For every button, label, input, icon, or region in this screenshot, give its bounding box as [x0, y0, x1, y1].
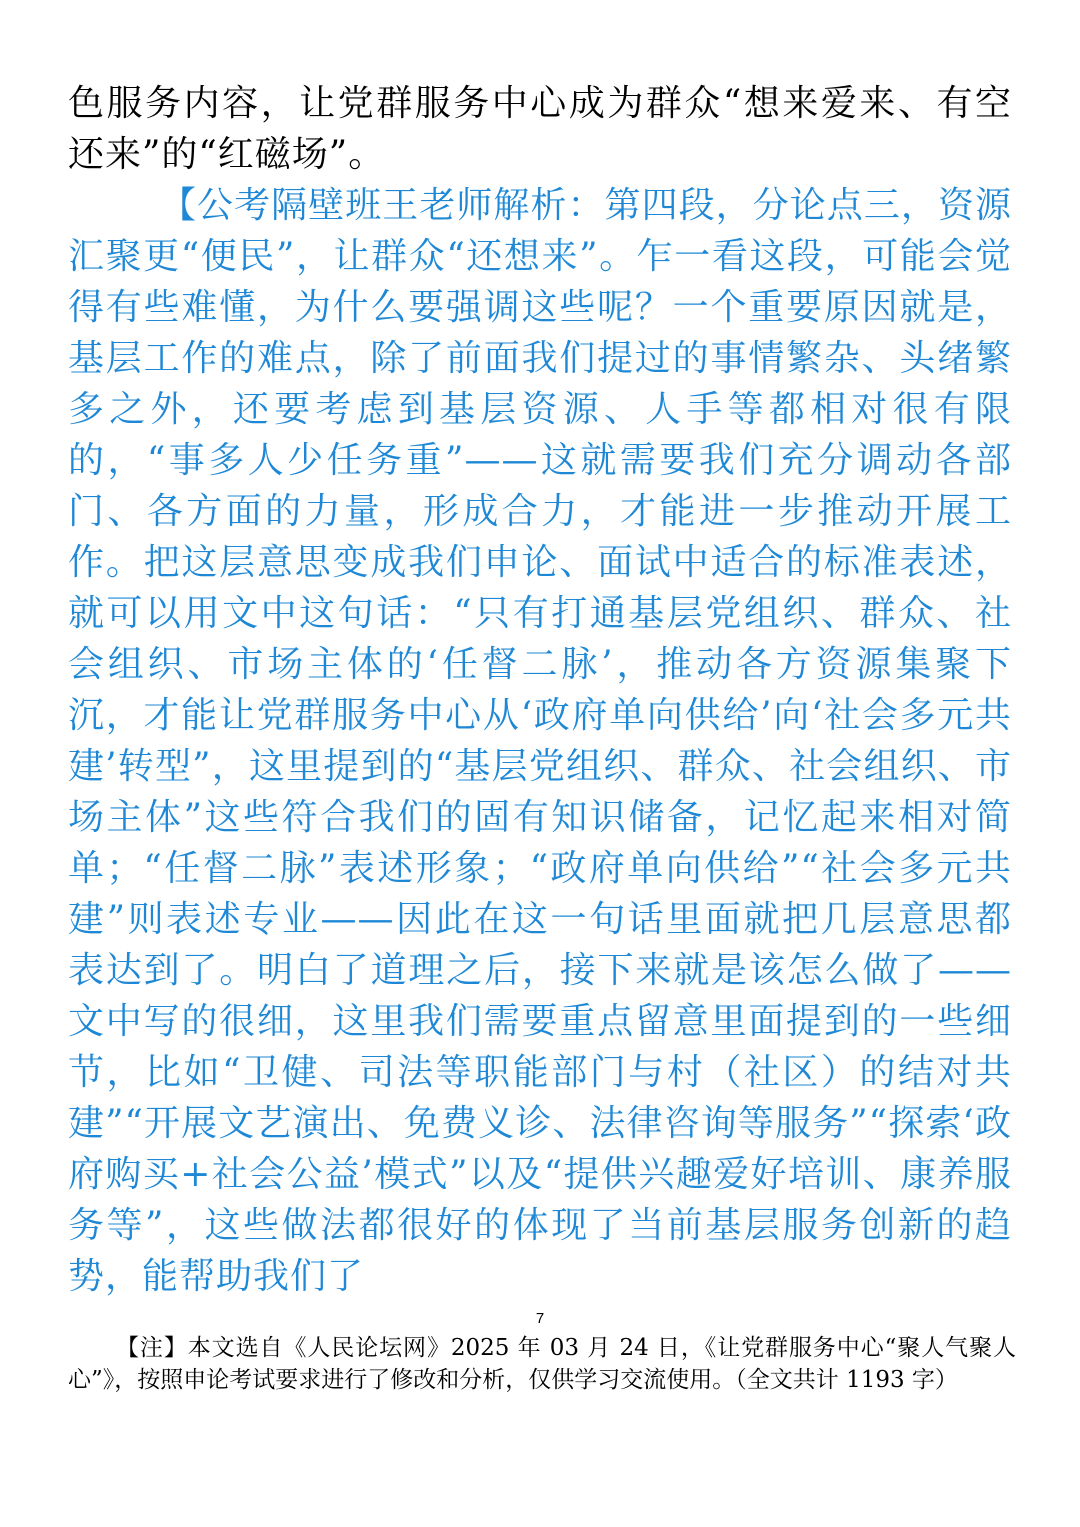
body-paragraph-ending: 色服务内容，让党群服务中心成为群众“想来爱来、有空还来”的“红磁场”。 [68, 83, 1012, 175]
page-number: 7 [535, 1310, 545, 1327]
source-footnote: 【注】本文选自《人民论坛网》2025 年 03 月 24 日，《让党群服务中心“聚人气聚人心”》，按照申论考试要求进行了修改和分析，仅供学习交流使用。（全文共计 1193 字） [68, 1335, 1016, 1393]
analysis-paragraph: 【公考隔壁班王老师解析：第四段，分论点三，资源汇聚更“便民”，让群众“还想来”。乍一看这段，可能会觉得有些难懂，为什么要强调这些呢？一个重要原因就是，基层工作的难点，除了前面我们提过的事情繁杂、头绪繁多之外，还要考虑到基层资源、人手等都相对很有限的，“事多人少任务重”——这就需要我们充分调动各部门、各方面的力量，形成合力，才能进一步推动开展工作。把这层意思变成我们申论、面试中适合的标准表述，就可以用文中这句话：“只有打通基层党组织、群众、社会组织、市场主体的‘任督二脉’，推动各方资源集聚下沉，才能让党群服务中心从‘政府单向供给’向‘社会多元共建’转型”，这里提到的“基层党组织、群众、社会组织、市场主体”这些符合我们的固有知识储备，记忆起来相对简单；“任督二脉”表述形象；“政府单向供给”“社会多元共建”则表述专业——因此在这一句话里面就把几层意思都表达到了。明白了道理之后，接下来就是该怎么做了——文中写的很细，这里我们需要重点留意里面提到的一些细节，比如“卫健、司法等职能部门与村（社区）的结对共建”“开展文艺演出、免费义诊、法律咨询等服务”“探索‘政府购买+社会公益’模式”以及“提供兴趣爱好培训、康养服务等”，这些做法都很好的体现了当前基层服务创新的趋势，能帮助我们了 [68, 185, 1012, 1297]
